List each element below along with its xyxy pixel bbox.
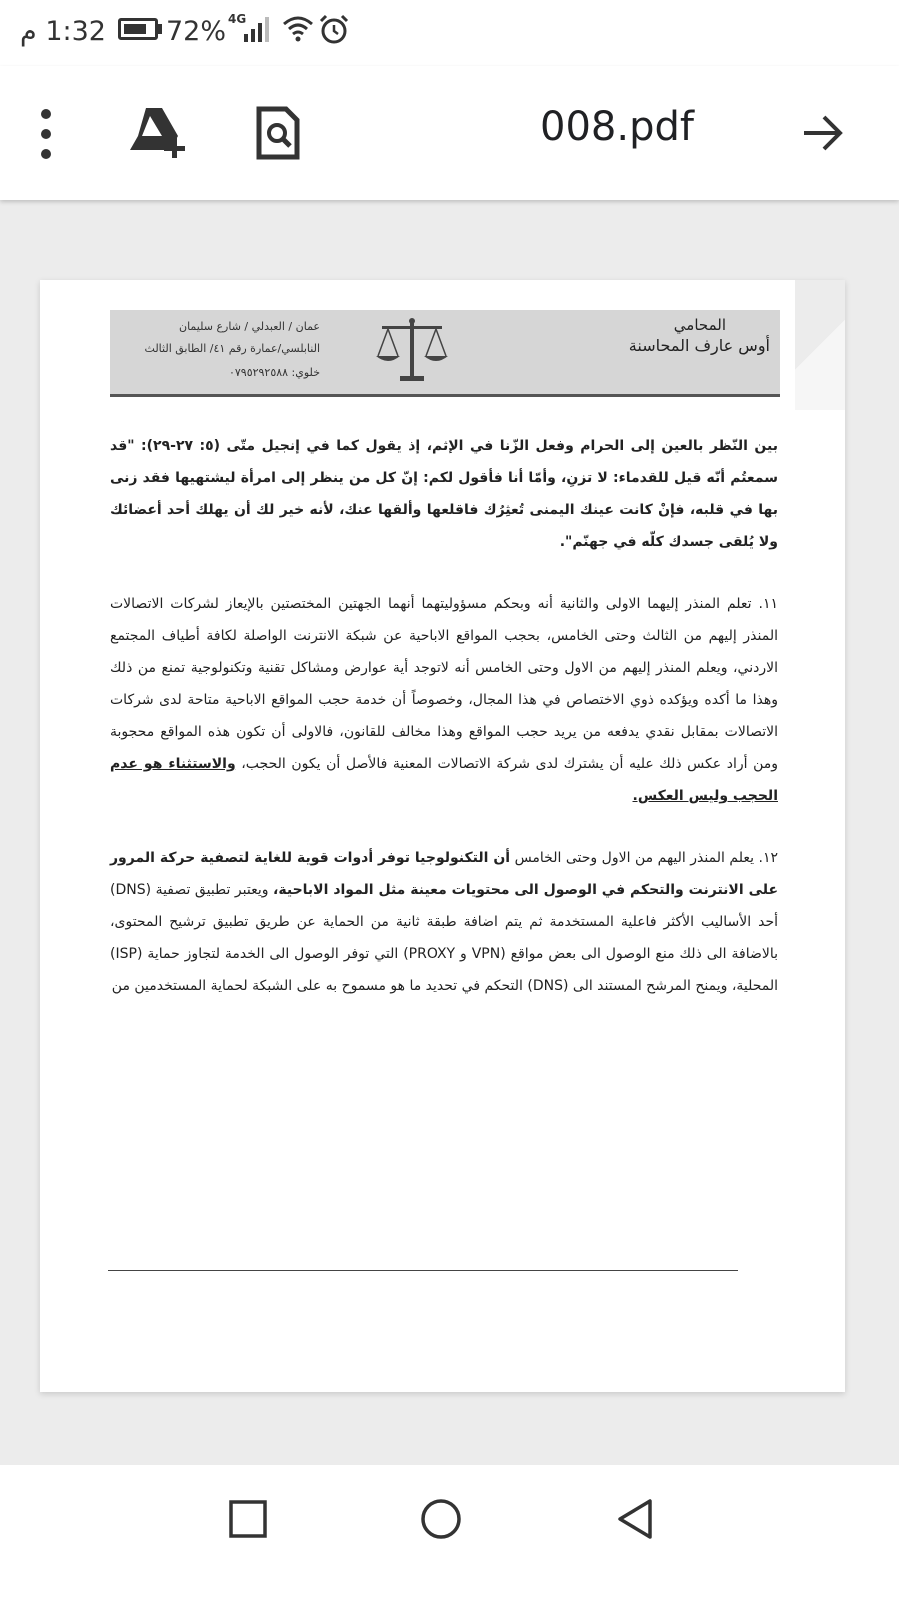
document-title: 008.pdf — [540, 104, 694, 150]
letterhead — [110, 310, 780, 397]
scales-of-justice-icon — [374, 316, 450, 386]
back-triangle-icon[interactable] — [614, 1497, 658, 1541]
paragraph-12-bold: أن التكنولوجيا توفر أدوات قوية للغاية لتصفية حركة المرور على الانترنت والتحكم في الوصول الى محتويات معينة مثل المواد الاباحية، — [110, 850, 779, 898]
intro-paragraph: بين النّظر بالعين إلى الحرام وفعل الزّنا في الإثم، إذ يقول كما في إنجيل متّى (٥: ٢٧-٢٩): "قد سمعتُم أنّه قيل للقدماء: لا تزنِ، وأمّا أنا فأقول لكم: إنّ كل من ينظر إلى امرأة ليشتهيها فقد زنى بها في قلبه، فإنْ كانت عينك اليمنى تُعثِرُك فاقلعها وألقها عنك، لأنه خير لك أن يهلك أحد أعضائك ولا يُلقى جسدك كلّه في جهنّم". — [110, 438, 779, 550]
paragraph-11-conclusion: والاستثناء هو عدم الحجب وليس العكس. — [110, 756, 778, 804]
lawyer-name: أوس عارف المحاسنة — [628, 336, 770, 355]
navigation-bar — [0, 1465, 899, 1599]
arrow-forward-icon[interactable] — [800, 110, 846, 156]
drive-add-icon[interactable] — [128, 106, 190, 160]
lawyer-title: المحامي — [673, 316, 726, 334]
wifi-icon — [280, 14, 316, 42]
alarm-icon — [318, 14, 350, 46]
recents-square-icon[interactable] — [226, 1497, 270, 1541]
status-time: 1:32 م — [20, 16, 106, 47]
paragraph-12-text: ويعتبر تطبيق تصفية (DNS) أحد الأساليب الأكثر فاعلية المستخدمة ثم يتم اضافة طبقة ثانية من الحماية عن طريق تطبيق ترشيح المحتوى، بالاضافة الى ذلك منع الوصول الى بعض مواقع (VPN و PROXY) التي توفر الوصول الى الخدمة لتجاوز حماية (ISP) المحلية، ويمنح المرشح المستند الى (DNS) التحكم في تحديد ما هو مسموح به على الشبكة لحماية المستخدمين من — [110, 882, 778, 994]
address-line-2: النابلسي/عمارة رقم ٤١/ الطابق الثالث — [144, 342, 320, 355]
paragraph-11-number: ١١. — [758, 596, 778, 612]
pdf-page[interactable] — [40, 280, 845, 1392]
home-circle-icon[interactable] — [419, 1497, 463, 1541]
signal-bars-icon — [242, 14, 274, 42]
paragraph-12-lead: يعلم المنذر اليهم من الاول وحتى الخامس — [514, 850, 754, 866]
find-in-page-icon[interactable] — [256, 106, 300, 160]
paragraph-11 — [110, 588, 778, 812]
network-type: 4G — [228, 12, 247, 26]
battery-icon — [118, 18, 158, 40]
document-body — [110, 430, 778, 1032]
page-corner-fold — [795, 280, 845, 410]
battery-tip — [158, 24, 162, 34]
footer-rule — [108, 1270, 738, 1271]
status-bar — [0, 0, 899, 66]
paragraph-12 — [110, 842, 778, 1002]
battery-percent: 72% — [166, 16, 227, 47]
phone-number: خلوي: ٠٧٩٥٢٩٢٥٨٨ — [228, 366, 320, 379]
paragraph-11-text: تعلم المنذر إليهما الاولى والثانية أنه وبحكم مسؤوليتهما أنهما الجهتين المختصتين بالإيعاز لشركات الاتصالات المنذر إليهم من الثالث وحتى الخامس، بحجب المواقع الاباحية عن شبكة الانترنت الواصلة لكافة أطياف المجتمع الاردني، ويعلم المنذر إليهم من الاول وحتى الخامس أنه لاتوجد أية عوارض ومشاكل تقنية وتكنولوجية تمنع من ذلك وهذا ما أكده ويؤكده ذوي الاختصاص في هذا المجال، وخصوصاً أن خدمة حجب المواقع الاباحية متاحة لدى شركات الاتصالات بمقابل نقدي يدفعه من يريد حجب المواقع وهذا مخالف للقانون، فالاولى أن تكون هذه المواقع محجوبة ومن أراد عكس ذلك عليه أن يشترك لدى شركة الاتصالات المعنية فالأصل أن يكون الحجب، — [110, 596, 778, 772]
address-line-1: عمان / العبدلي / شارع سليمان — [179, 320, 320, 333]
paragraph-12-number: ١٢. — [758, 850, 778, 866]
app-bar — [0, 66, 899, 200]
more-vert-icon[interactable] — [34, 104, 58, 164]
